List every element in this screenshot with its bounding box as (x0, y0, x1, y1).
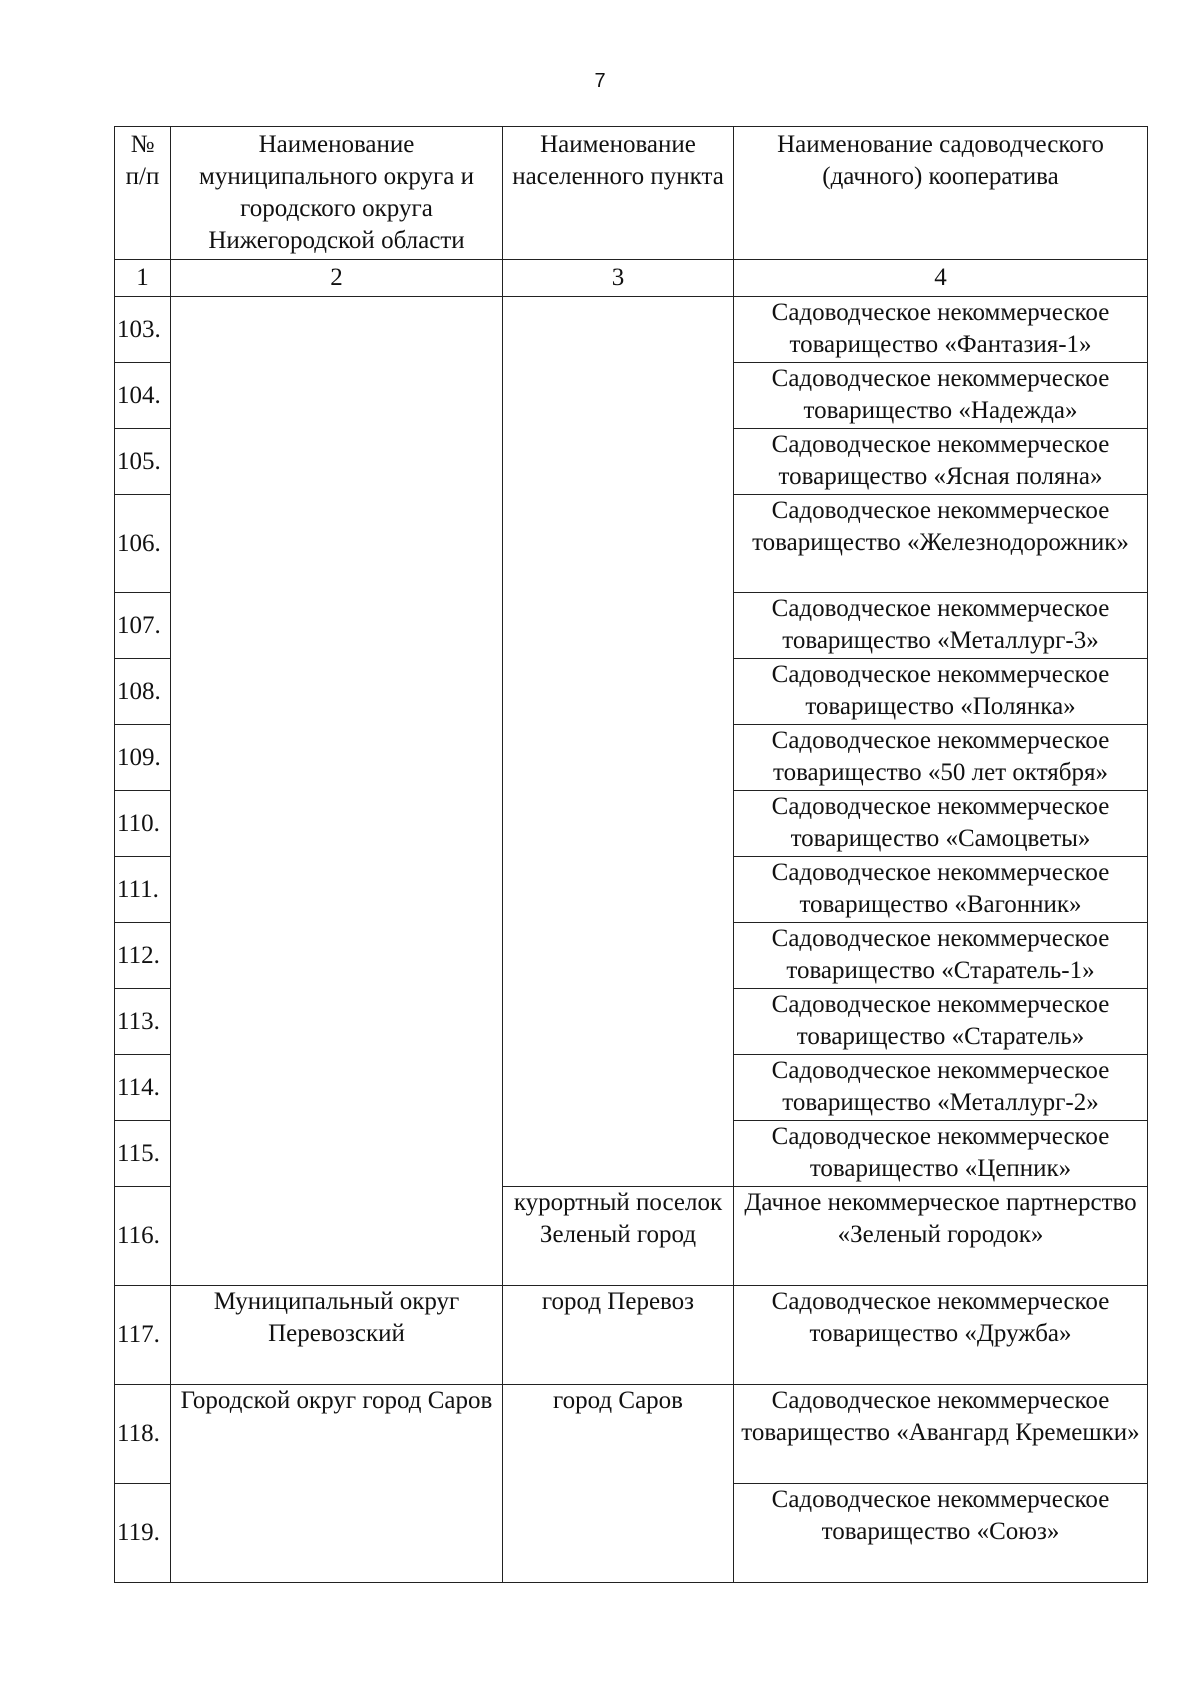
cooperative-cell: Садоводческое некоммерческое товарищество «Полянка» (734, 659, 1148, 725)
row-number: 118. (115, 1385, 171, 1484)
column-number: 2 (171, 260, 503, 297)
cooperative-cell: Садоводческое некоммерческое товарищество «Вагонник» (734, 857, 1148, 923)
cooperative-cell: Садоводческое некоммерческое товарищество «Авангард Кремешки» (734, 1385, 1148, 1484)
cooperative-cell: Садоводческое некоммерческое товарищество «Союз» (734, 1484, 1148, 1583)
row-number: 110. (115, 791, 171, 857)
row-number: 111. (115, 857, 171, 923)
cooperative-cell: Садоводческое некоммерческое товарищество «Дружба» (734, 1286, 1148, 1385)
header-number: № п/п (115, 127, 171, 260)
cooperative-cell: Дачное некоммерческое партнерство «Зеленый городок» (734, 1187, 1148, 1286)
settlement-cell: курортный поселок Зеленый город (503, 1187, 734, 1286)
row-number: 116. (115, 1187, 171, 1286)
row-number: 114. (115, 1055, 171, 1121)
cooperative-cell: Садоводческое некоммерческое товарищество «Металлург-3» (734, 593, 1148, 659)
cooperative-cell: Садоводческое некоммерческое товарищество «Железнодорожник» (734, 495, 1148, 593)
row-number: 105. (115, 429, 171, 495)
row-number: 115. (115, 1121, 171, 1187)
cooperatives-table (114, 126, 1148, 1583)
cooperative-cell: Садоводческое некоммерческое товарищество «Старатель-1» (734, 923, 1148, 989)
page-number: 7 (594, 70, 606, 92)
header-district: Наименование муниципального округа и городского округа Нижегородской области (171, 127, 503, 260)
column-number: 4 (734, 260, 1148, 297)
row-number: 108. (115, 659, 171, 725)
row-number: 103. (115, 297, 171, 363)
table-row (115, 1385, 1148, 1484)
row-number: 117. (115, 1286, 171, 1385)
row-number: 104. (115, 363, 171, 429)
row-number: 106. (115, 495, 171, 593)
row-number: 113. (115, 989, 171, 1055)
district-cell (171, 297, 503, 1286)
header-settlement: Наименование населенного пункта (503, 127, 734, 260)
row-number: 112. (115, 923, 171, 989)
district-cell: Городской округ город Саров (171, 1385, 503, 1583)
table-row (115, 1286, 1148, 1385)
cooperative-cell: Садоводческое некоммерческое товарищество «Самоцветы» (734, 791, 1148, 857)
column-number-row (115, 260, 1148, 297)
row-number: 109. (115, 725, 171, 791)
cooperative-cell: Садоводческое некоммерческое товарищество «50 лет октября» (734, 725, 1148, 791)
column-number: 1 (115, 260, 171, 297)
header-cooperative: Наименование садоводческого (дачного) кооператива (734, 127, 1148, 260)
district-cell: Муниципальный округ Перевозский (171, 1286, 503, 1385)
cooperative-cell: Садоводческое некоммерческое товарищество «Фантазия-1» (734, 297, 1148, 363)
table-header-row (115, 127, 1148, 260)
cooperative-cell: Садоводческое некоммерческое товарищество «Цепник» (734, 1121, 1148, 1187)
cooperative-cell: Садоводческое некоммерческое товарищество «Надежда» (734, 363, 1148, 429)
row-number: 119. (115, 1484, 171, 1583)
settlement-cell (503, 297, 734, 1187)
settlement-cell: город Перевоз (503, 1286, 734, 1385)
cooperatives-table-body (115, 127, 1148, 1583)
cooperative-cell: Садоводческое некоммерческое товарищество «Старатель» (734, 989, 1148, 1055)
table-row (115, 297, 1148, 363)
cooperative-cell: Садоводческое некоммерческое товарищество «Металлург-2» (734, 1055, 1148, 1121)
cooperative-cell: Садоводческое некоммерческое товарищество «Ясная поляна» (734, 429, 1148, 495)
settlement-cell: город Саров (503, 1385, 734, 1583)
column-number: 3 (503, 260, 734, 297)
row-number: 107. (115, 593, 171, 659)
